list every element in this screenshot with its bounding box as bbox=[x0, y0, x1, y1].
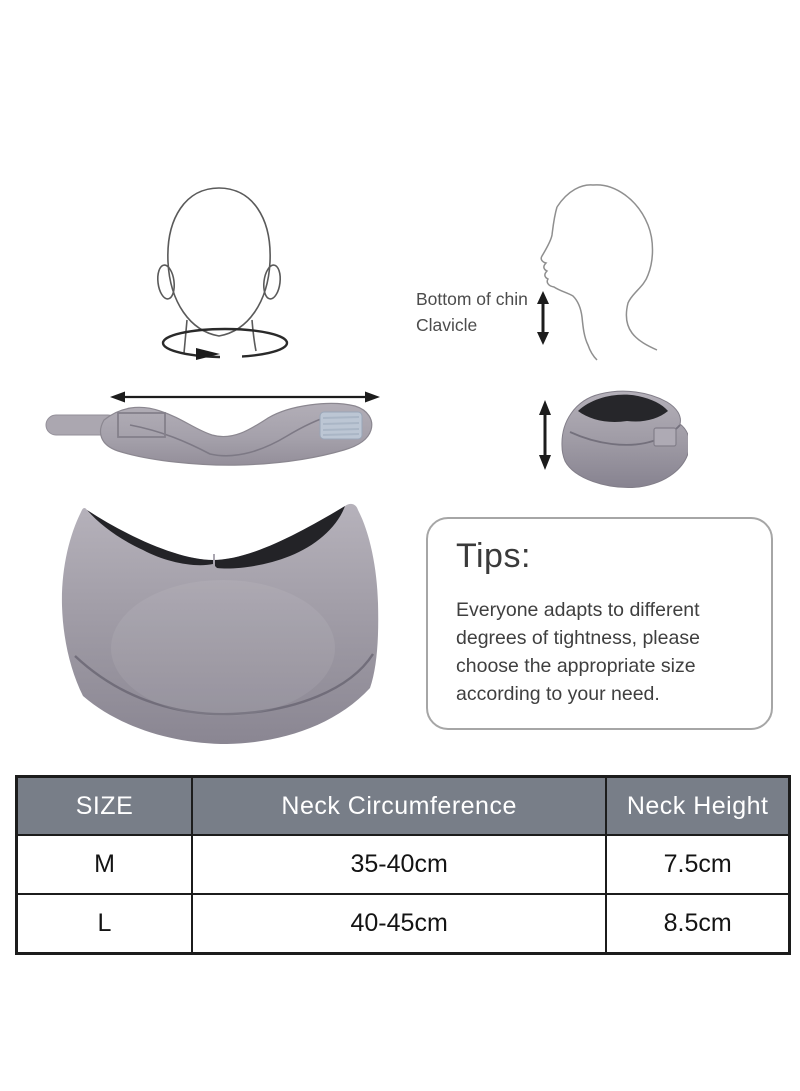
rotation-arrow-icon bbox=[163, 329, 287, 360]
clavicle-label: Clavicle bbox=[416, 315, 478, 335]
cell-circumference-l: 40-45cm bbox=[192, 894, 606, 954]
table-row-m bbox=[17, 835, 790, 894]
front-collar-image bbox=[55, 498, 390, 748]
chin-label: Bottom of chin bbox=[416, 289, 528, 309]
chin-clavicle-arrow-icon bbox=[533, 291, 553, 345]
front-head-illustration bbox=[130, 170, 310, 385]
tips-box bbox=[426, 517, 773, 730]
table-row-l bbox=[17, 894, 790, 954]
cell-circumference-m: 35-40cm bbox=[192, 835, 606, 894]
size-table bbox=[15, 775, 791, 955]
cell-size-m: M bbox=[17, 835, 192, 894]
header-neck-circumference: Neck Circumference bbox=[192, 777, 606, 836]
flat-collar-image bbox=[40, 398, 380, 478]
fit-guide-labels bbox=[416, 286, 528, 338]
tips-title: Tips: bbox=[456, 537, 531, 575]
size-table-header-row bbox=[17, 777, 790, 836]
cell-height-m: 7.5cm bbox=[606, 835, 789, 894]
header-neck-height: Neck Height bbox=[606, 777, 789, 836]
cell-height-l: 8.5cm bbox=[606, 894, 789, 954]
tips-body: Everyone adapts to different degrees of tightness, please choose the appropriate size according to your need. bbox=[456, 599, 700, 705]
side-collar-image bbox=[548, 388, 688, 496]
velcro-tab bbox=[654, 428, 676, 446]
velcro-patch bbox=[320, 412, 362, 439]
header-size: SIZE bbox=[17, 777, 192, 836]
cell-size-l: L bbox=[17, 894, 192, 954]
